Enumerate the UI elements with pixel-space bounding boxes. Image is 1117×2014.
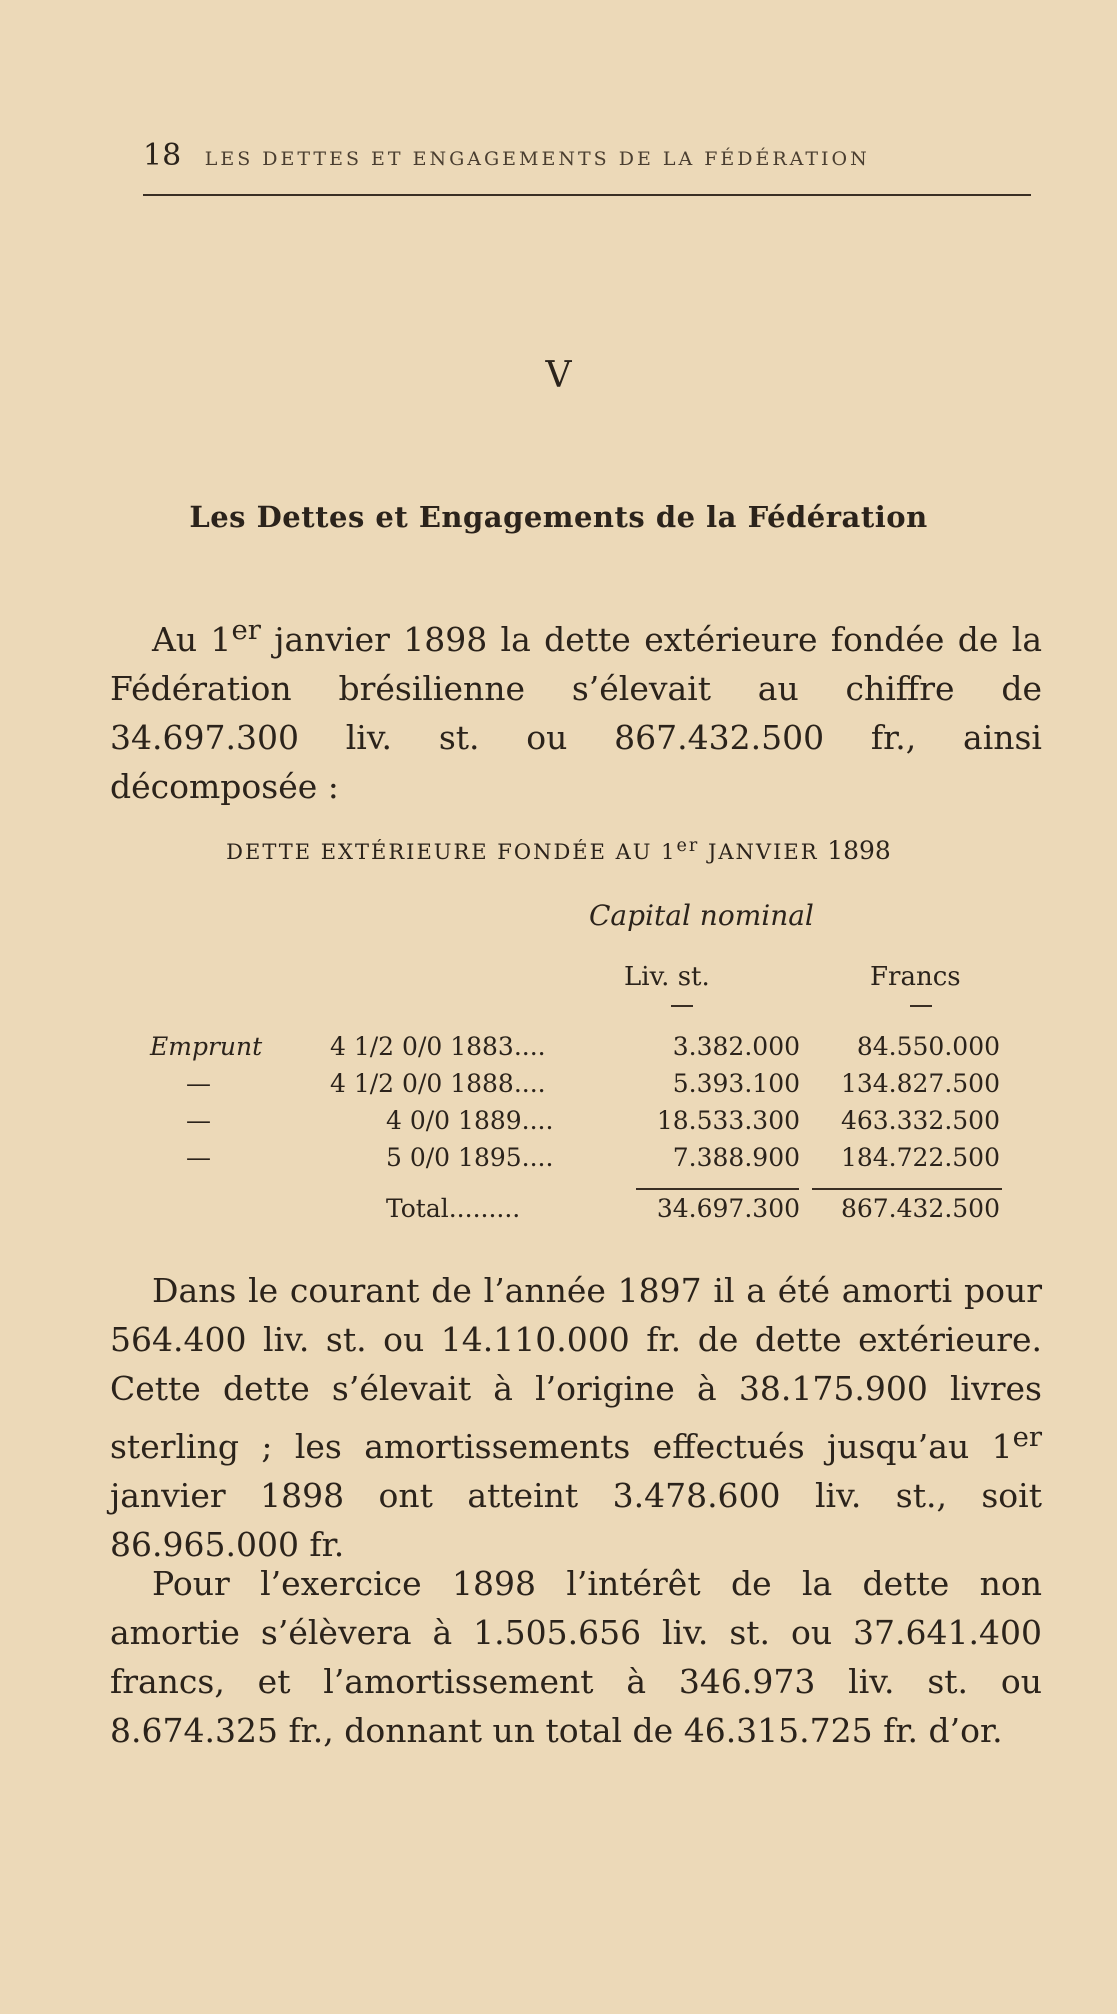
row-francs: 463.332.500 (840, 1106, 1000, 1135)
row-livst: 7.388.900 (672, 1143, 800, 1172)
row-francs: 134.827.500 (840, 1069, 1000, 1098)
table-total-row (0, 1194, 1117, 1234)
paragraph-amortization (110, 1266, 1042, 1569)
paragraph-exercise-1898 (110, 1559, 1042, 1755)
column-header-livst: Liv. st. (624, 962, 710, 992)
row-rate: 4 1/2 0/0 1888.... (330, 1069, 546, 1098)
column-dash-livst (671, 1005, 693, 1007)
table-row (0, 1032, 1117, 1072)
row-livst: 5.393.100 (672, 1069, 800, 1098)
row-label: — (186, 1069, 211, 1098)
paragraph-intro (110, 606, 1042, 811)
row-label: Emprunt (150, 1032, 263, 1061)
column-dash-francs (910, 1005, 932, 1007)
header-rule (143, 194, 1031, 196)
running-head (143, 138, 870, 173)
chapter-number: V (545, 355, 572, 396)
table-caption-year: 1898 (827, 836, 891, 865)
paragraph-exercise-text: Pour l’exercice 1898 l’intérêt de la dette non amortie s’élèvera à 1.505.656 liv. st. ou 37.641.400 francs, et l’amortissement à 346.973 liv. st. ou 8.674.325 fr., donnant un total de 46.315.725 fr. d’or. (110, 1564, 1042, 1750)
row-rate: 4 1/2 0/0 1883.... (330, 1032, 546, 1061)
sum-rule-francs (812, 1188, 1002, 1190)
row-rate: 4 0/0 1889.... (386, 1106, 554, 1135)
paragraph-amortization-a: Dans le courant de l’année 1897 il a été amorti pour 564.400 liv. st. ou 14.110.000 fr. de dette extérieure. Cette dette s’élevait à l’origine à 38.175.900 livres sterling ; les amortissements effectués jusqu’au 1 (110, 1271, 1042, 1466)
paragraph-amortization-b: janvier 1898 ont atteint 3.478.600 liv. st., soit 86.965.000 fr. (110, 1476, 1042, 1564)
paragraph-intro-b: janvier 1898 la dette extérieure fondée de la Fédération brésilienne s’élevait au chiffre de 34.697.300 liv. st. ou 867.432.500 fr., ainsi décomposée : (110, 620, 1042, 806)
table-row (0, 1143, 1117, 1183)
table-caption-a: DETTE EXTÉRIEURE FONDÉE AU 1 (226, 840, 677, 864)
chapter-title: Les Dettes et Engagements de la Fédération (189, 500, 928, 534)
sum-rule-livst (636, 1188, 799, 1190)
row-label: — (186, 1143, 211, 1172)
row-francs: 84.550.000 (856, 1032, 1000, 1061)
column-header-francs: Francs (870, 962, 961, 992)
total-livst: 34.697.300 (656, 1194, 800, 1223)
total-label: Total......... (386, 1194, 521, 1223)
table-caption (0, 836, 1117, 865)
row-livst: 18.533.300 (656, 1106, 800, 1135)
table-caption-sup: er (676, 836, 700, 856)
row-livst: 3.382.000 (672, 1032, 800, 1061)
paragraph-amortization-sup: er (1012, 1421, 1042, 1453)
table-row (0, 1069, 1117, 1109)
row-francs: 184.722.500 (840, 1143, 1000, 1172)
row-rate: 5 0/0 1895.... (386, 1143, 554, 1172)
table-group-header: Capital nominal (589, 899, 814, 932)
running-title: LES DETTES ET ENGAGEMENTS DE LA FÉDÉRATION (204, 148, 870, 170)
table-caption-b: JANVIER (699, 840, 819, 864)
page-number: 18 (143, 138, 182, 173)
table-row (0, 1106, 1117, 1146)
paragraph-intro-a: Au 1 (152, 620, 232, 659)
total-francs: 867.432.500 (840, 1194, 1000, 1223)
row-label: — (186, 1106, 211, 1135)
paragraph-intro-sup: er (231, 614, 261, 646)
